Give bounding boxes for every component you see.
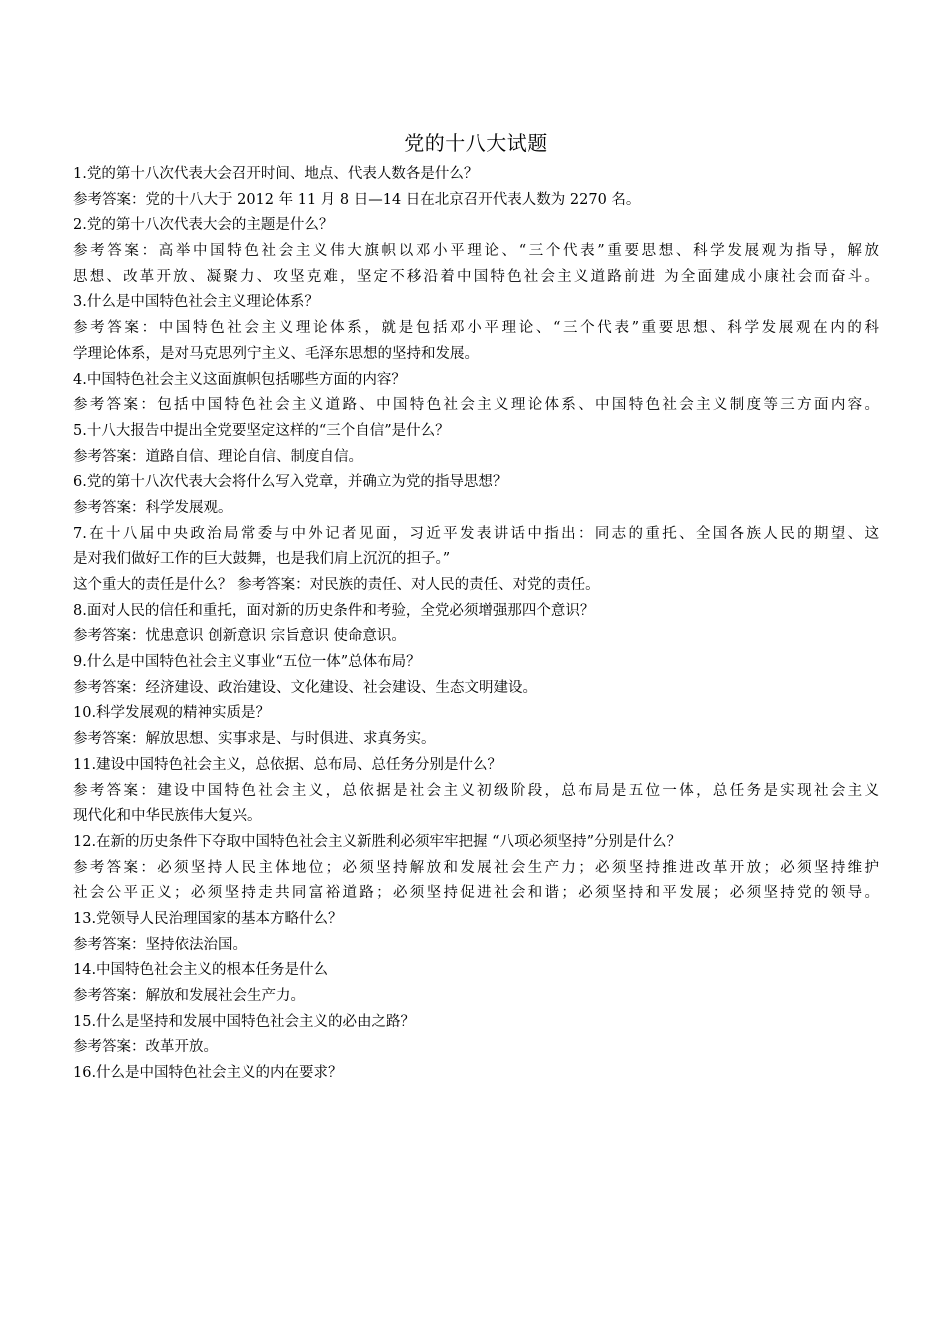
- text-line: 13.党领导人民治理国家的基本方略什么？: [73, 910, 343, 927]
- text-line: 7.在十八届中央政治局常委与中外记者见面，习近平发表讲话中指出：同志的重托、全国各族人民的期望、这: [73, 525, 879, 542]
- text-line: 参考答案：道路自信、理论自信、制度自信。: [73, 448, 363, 465]
- text-line: 3.什么是中国特色社会主义理论体系？: [73, 294, 319, 311]
- text-line: 参考答案：党的十八大于 2012 年 11 月 8 日—14 日在北京召开代表人数为 2270 名。: [73, 191, 641, 208]
- text-line: 2.党的第十八次代表大会的主题是什么？: [73, 217, 334, 234]
- document-body: [73, 162, 879, 1087]
- text-line: 10.科学发展观的精神实质是？: [73, 705, 271, 722]
- text-line: 这个重大的责任是什么？ 参考答案：对民族的责任、对人民的责任、对党的责任。: [73, 577, 600, 593]
- text-line: 参考答案：解放思想、实事求是、与时俱进、求真务实。: [73, 731, 436, 748]
- text-line: 参考答案：坚持依法治国。: [73, 936, 247, 953]
- text-line: 6.党的第十八次代表大会将什么写入党章，并确立为党的指导思想？: [73, 474, 508, 491]
- document-page: [73, 128, 879, 1087]
- text-line: 参考答案：解放和发展社会生产力。: [73, 988, 305, 1004]
- document-title: 党的十八大试题: [404, 131, 548, 155]
- text-line: 4.中国特色社会主义这面旗帜包括哪些方面的内容？: [73, 371, 406, 388]
- text-line: 8.面对人民的信任和重托，面对新的历史条件和考验，全党必须增强那四个意识？: [73, 602, 595, 619]
- text-line: 1.党的第十八次代表大会召开时间、地点、代表人数各是什么？: [73, 166, 479, 182]
- text-line: 参考答案：包括中国特色社会主义道路、中国特色社会主义理论体系、中国特色社会主义制度等三方面内容。: [73, 397, 879, 414]
- text-line: 参考答案：经济建设、政治建设、文化建设、社会建设、生态文明建设。: [73, 679, 537, 696]
- text-line: 参考答案：高举中国特色社会主义伟大旗帜以邓小平理论、“三个代表”重要思想、科学发展观为指导，解放: [73, 243, 879, 260]
- text-line: 参考答案：科学发展观。: [73, 499, 233, 516]
- text-line: 是对我们做好工作的巨大鼓舞，也是我们肩上沉沉的担子。”: [73, 551, 451, 568]
- text-line: 社会公平正义；必须坚持走共同富裕道路；必须坚持促进社会和谐；必须坚持和平发展；必须坚持党的领导。: [73, 885, 879, 902]
- text-line: 12.在新的历史条件下夺取中国特色社会主义新胜利必须牢牢把握 “八项必须坚持”分别是什么？: [73, 833, 681, 850]
- text-line: 学理论体系，是对马克思列宁主义、毛泽东思想的坚持和发展。: [73, 345, 479, 362]
- text-line: 思想、改革开放、凝聚力、攻坚克难，坚定不移沿着中国特色社会主义道路前进 为全面建成小康社会而奋斗。: [73, 268, 879, 285]
- text-line: 11.建设中国特色社会主义，总依据、总布局、总任务分别是什么？: [73, 756, 503, 773]
- text-line: 现代化和中华民族伟大复兴。: [73, 808, 262, 825]
- text-line: 参考答案：必须坚持人民主体地位；必须坚持解放和发展社会生产力；必须坚持推进改革开放；必须坚持维护: [73, 859, 879, 876]
- text-line: 14.中国特色社会主义的根本任务是什么: [73, 962, 329, 979]
- text-line: 9.什么是中国特色社会主义事业“五位一体”总体布局？: [73, 654, 421, 671]
- text-line: 参考答案：建设中国特色社会主义，总依据是社会主义初级阶段，总布局是五位一体，总任务是实现社会主义: [73, 782, 879, 799]
- text-line: 参考答案：中国特色社会主义理论体系，就是包括邓小平理论、“三个代表”重要思想、科学发展观在内的科: [73, 320, 879, 337]
- text-line: 16.什么是中国特色社会主义的内在要求？: [73, 1065, 343, 1082]
- text-line: 5.十八大报告中提出全党要坚定这样的“三个自信”是什么？: [73, 422, 450, 439]
- text-line: 参考答案：忧患意识 创新意识 宗旨意识 使命意识。: [73, 628, 406, 645]
- text-line: 15.什么是坚持和发展中国特色社会主义的必由之路？: [73, 1013, 416, 1030]
- text-line: 参考答案：改革开放。: [73, 1039, 218, 1056]
